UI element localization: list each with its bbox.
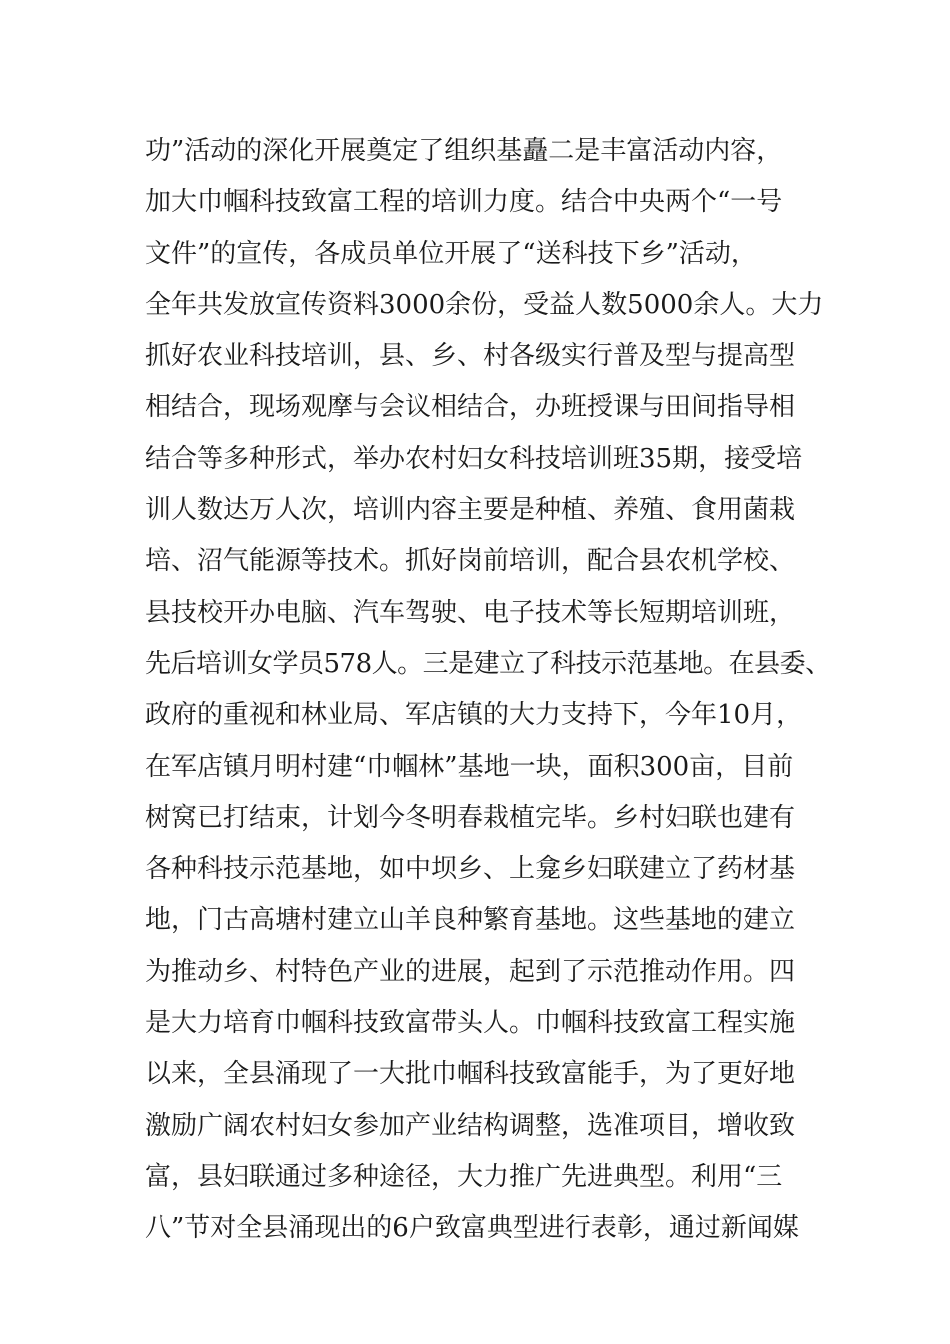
text-line: 富，县妇联通过多种途径，大力推广先进典型。利用“三 (145, 1161, 783, 1192)
text-line: 为推动乡、村特色产业的进展，起到了示范推动作用。四 (145, 956, 796, 987)
text-line: 先后培训女学员578人。三是建立了科技示范基地。在县委、 (145, 648, 831, 679)
text-line: 地，门古高塘村建立山羊良种繁育基地。这些基地的建立 (145, 905, 796, 936)
text-line: 八”节对全县涌现出的6户致富典型进行表彰，通过新闻媒 (145, 1213, 799, 1244)
text-line: 文件”的宣传，各成员单位开展了“送科技下乡”活动， (145, 238, 757, 269)
text-line: 政府的重视和林业局、军店镇的大力支持下，今年10月， (145, 700, 803, 731)
text-line: 结合等多种形式，举办农村妇女科技培训班35期，接受培 (145, 443, 803, 474)
text-line: 训人数达万人次，培训内容主要是种植、养殖、食用菌栽 (145, 495, 796, 526)
text-line: 以来，全县涌现了一大批巾帼科技致富能手，为了更好地 (145, 1059, 796, 1090)
text-line: 功”活动的深化开展奠定了组织基矗二是丰富活动内容， (145, 136, 783, 166)
body-text (145, 126, 831, 1255)
text-line: 全年共发放宣传资料3000余份，受益人数5000余人。大力 (145, 289, 824, 320)
text-line: 各种科技示范基地，如中坝乡、上龛乡妇联建立了药材基 (145, 854, 796, 885)
text-line: 树窝已打结束，计划今冬明春栽植完毕。乡村妇联也建有 (145, 802, 796, 833)
text-line: 县技校开办电脑、汽车驾驶、电子技术等长短期培训班， (145, 597, 796, 628)
text-line: 相结合，现场观摩与会议相结合，办班授课与田间指导相 (145, 392, 796, 423)
text-line: 加大巾帼科技致富工程的培训力度。结合中央两个“一号 (145, 187, 783, 218)
text-line: 激励广阔农村妇女参加产业结构调整，选准项目，增收致 (145, 1110, 796, 1141)
text-line: 培、沼气能源等技术。抓好岗前培训，配合县农机学校、 (145, 546, 796, 577)
text-line: 抓好农业科技培训，县、乡、村各级实行普及型与提高型 (145, 341, 796, 372)
text-line: 是大力培育巾帼科技致富带头人。巾帼科技致富工程实施 (145, 1008, 796, 1039)
text-line: 在军店镇月明村建“巾帼林”基地一块，面积300亩，目前 (145, 751, 794, 782)
